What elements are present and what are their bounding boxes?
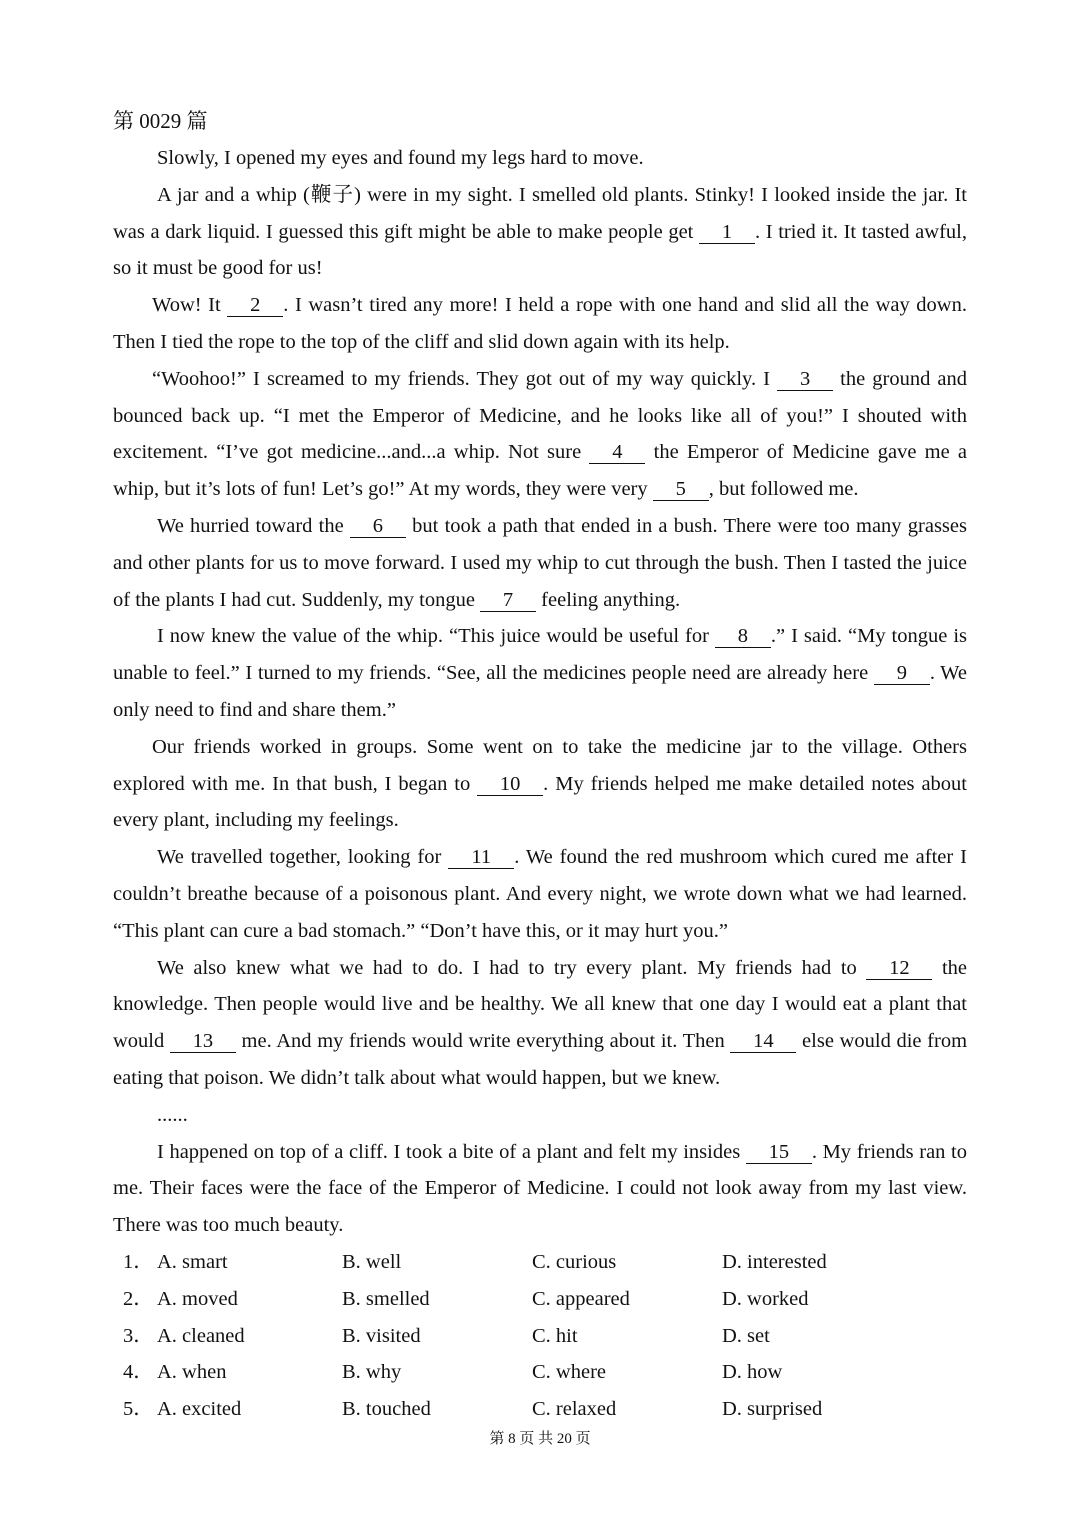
passage-paragraph [113, 287, 967, 361]
answer-option[interactable]: A. moved [157, 1287, 238, 1310]
answer-option[interactable]: B. why [342, 1361, 402, 1384]
answer-option[interactable]: A. smart [157, 1251, 228, 1273]
paragraph-text: ...... [157, 1103, 188, 1126]
answer-blank[interactable]: 3 [777, 368, 833, 391]
question-number: 4． [123, 1361, 154, 1384]
paragraph-text: . We only need to find and share them.” [113, 662, 967, 721]
answer-blank[interactable]: 4 [589, 441, 645, 464]
paragraph-text: . I wasn’t tired any more! I held a rope with one hand and slid all the way down. Then I tied the rope to the top of the cliff and slid down again with its help. [113, 294, 967, 353]
paragraph-text: We also knew what we had to do. I had to try every plant. My friends had to [157, 956, 867, 979]
answer-blank[interactable]: 14 [730, 1030, 796, 1053]
answer-option[interactable]: C. hit [532, 1324, 578, 1347]
answer-option[interactable]: C. where [532, 1361, 607, 1384]
passage-paragraph [113, 1097, 967, 1134]
page-footer: 第 8 页 共 20 页 [489, 1431, 591, 1447]
answer-option[interactable]: A. cleaned [157, 1324, 245, 1347]
answer-blank[interactable]: 13 [170, 1030, 236, 1053]
passage-paragraph [113, 950, 967, 1097]
question-row [123, 1354, 963, 1391]
paragraph-text: the ground and bounced back up. “I met the Emperor of Medicine, and he looks like all of you!” I shouted with excitement. “I’ve got medicine...and...a whip. Not sure [113, 367, 967, 464]
paragraph-text: Slowly, I opened my eyes and found my legs hard to move. [157, 147, 644, 169]
question-number: 3． [123, 1324, 154, 1347]
paragraph-text: , but followed me. [708, 478, 859, 501]
paragraph-text: . My friends helped me make detailed notes about every plant, including my feelings. [113, 772, 967, 832]
answer-blank[interactable]: 5 [653, 478, 709, 501]
paragraph-text: I happened on top of a cliff. I took a bite of a plant and felt my insides [157, 1140, 746, 1163]
answer-option[interactable]: C. relaxed [532, 1398, 617, 1421]
paragraph-text: “Woohoo!” I screamed to my friends. They got out of my way quickly. I [152, 367, 778, 390]
answer-option[interactable]: B. well [342, 1251, 402, 1273]
passage-paragraph [113, 177, 967, 287]
passage-paragraph [113, 508, 967, 618]
paragraph-text: . I tried it. It tasted awful, so it must be good for us! [113, 220, 967, 280]
paragraph-text: We travelled together, looking for [157, 846, 449, 869]
answer-option[interactable]: C. appeared [532, 1287, 630, 1310]
answer-blank[interactable]: 2 [227, 294, 283, 317]
answer-blank[interactable]: 12 [866, 957, 932, 980]
paragraph-text: I now knew the value of the whip. “This juice would be useful for [157, 625, 715, 648]
paragraph-text: else would die from eating that poison. We didn’t talk about what would happen, but we knew. [113, 1030, 968, 1089]
answer-option[interactable]: C. curious [532, 1251, 617, 1273]
question-row [123, 1391, 963, 1428]
passage-body [113, 140, 967, 1244]
question-number: 5． [123, 1398, 154, 1421]
paragraph-text: feeling anything. [536, 588, 681, 611]
paragraph-text: Our friends worked in groups. Some went on to take the medicine jar to the village. Others explored with me. In that bush, I began to [113, 735, 967, 795]
answer-blank[interactable]: 6 [350, 515, 406, 538]
passage-paragraph [113, 1134, 967, 1244]
passage-title: 第 0029 篇 [113, 109, 208, 133]
answer-option[interactable]: B. touched [342, 1398, 431, 1421]
answer-option[interactable]: D. surprised [722, 1398, 823, 1421]
answer-option[interactable]: D. worked [722, 1287, 809, 1310]
answer-option[interactable]: D. how [722, 1361, 783, 1384]
passage-paragraph [113, 839, 967, 949]
answer-option[interactable]: A. excited [157, 1398, 242, 1421]
answer-option[interactable]: B. visited [342, 1324, 421, 1347]
paragraph-text: A jar and a whip (鞭子) were in my sight. I smelled old plants. Stinky! I looked inside the jar. It was a dark liquid. I guessed this gift might be able to make people get [113, 183, 967, 243]
paragraph-text: the knowledge. Then people would live and be healthy. We all knew that one day I would eat a plant that would [113, 956, 968, 1053]
question-number: 2． [123, 1287, 154, 1310]
answer-option[interactable]: A. when [157, 1361, 227, 1384]
passage-paragraph [113, 140, 967, 177]
paragraph-text: the Emperor of Medicine gave me a whip, but it’s lots of fun! Let’s go!” At my words, they were very [113, 441, 967, 501]
answer-blank[interactable]: 8 [715, 625, 771, 648]
question-row [123, 1281, 963, 1318]
answer-blank[interactable]: 10 [477, 773, 543, 796]
paragraph-text: . We found the red mushroom which cured me after I couldn’t breathe because of a poisonous plant. And every night, we wrote down what we had learned. “This plant can cure a bad stomach.” “Don’t have this, or it may hurt you.” [113, 846, 967, 942]
answer-blank[interactable]: 11 [448, 846, 514, 869]
answer-blank[interactable]: 9 [874, 662, 930, 685]
paragraph-text: .” I said. “My tongue is unable to feel.” I turned to my friends. “See, all the medicines people need are already here [113, 625, 967, 685]
passage-paragraph [113, 729, 967, 839]
answer-blank[interactable]: 15 [746, 1141, 812, 1164]
answer-option[interactable]: B. smelled [342, 1287, 430, 1310]
paragraph-text: . My friends ran to me. Their faces were the face of the Emperor of Medicine. I could not look away from my last view. There was too much beauty. [113, 1140, 967, 1237]
question-row [123, 1318, 963, 1355]
question-number: 1． [123, 1251, 154, 1273]
answer-option[interactable]: D. set [722, 1324, 770, 1347]
paragraph-text: me. And my friends would write everything about it. Then [235, 1030, 731, 1053]
answer-blank[interactable]: 7 [480, 589, 536, 612]
paragraph-text: Wow! It [152, 294, 228, 317]
paragraph-text: We hurried toward the [157, 514, 350, 537]
passage-paragraph [113, 361, 967, 508]
answer-option[interactable]: D. interested [722, 1251, 827, 1273]
paragraph-text: but took a path that ended in a bush. There were too many grasses and other plants for us to move forward. I used my whip to cut through the bush. Then I tasted the juice of the plants I had cut. Suddenly, my tongue [113, 514, 967, 611]
answer-options [123, 1244, 963, 1428]
passage-paragraph [113, 618, 967, 728]
answer-blank[interactable]: 1 [699, 221, 755, 244]
question-row [123, 1244, 963, 1281]
